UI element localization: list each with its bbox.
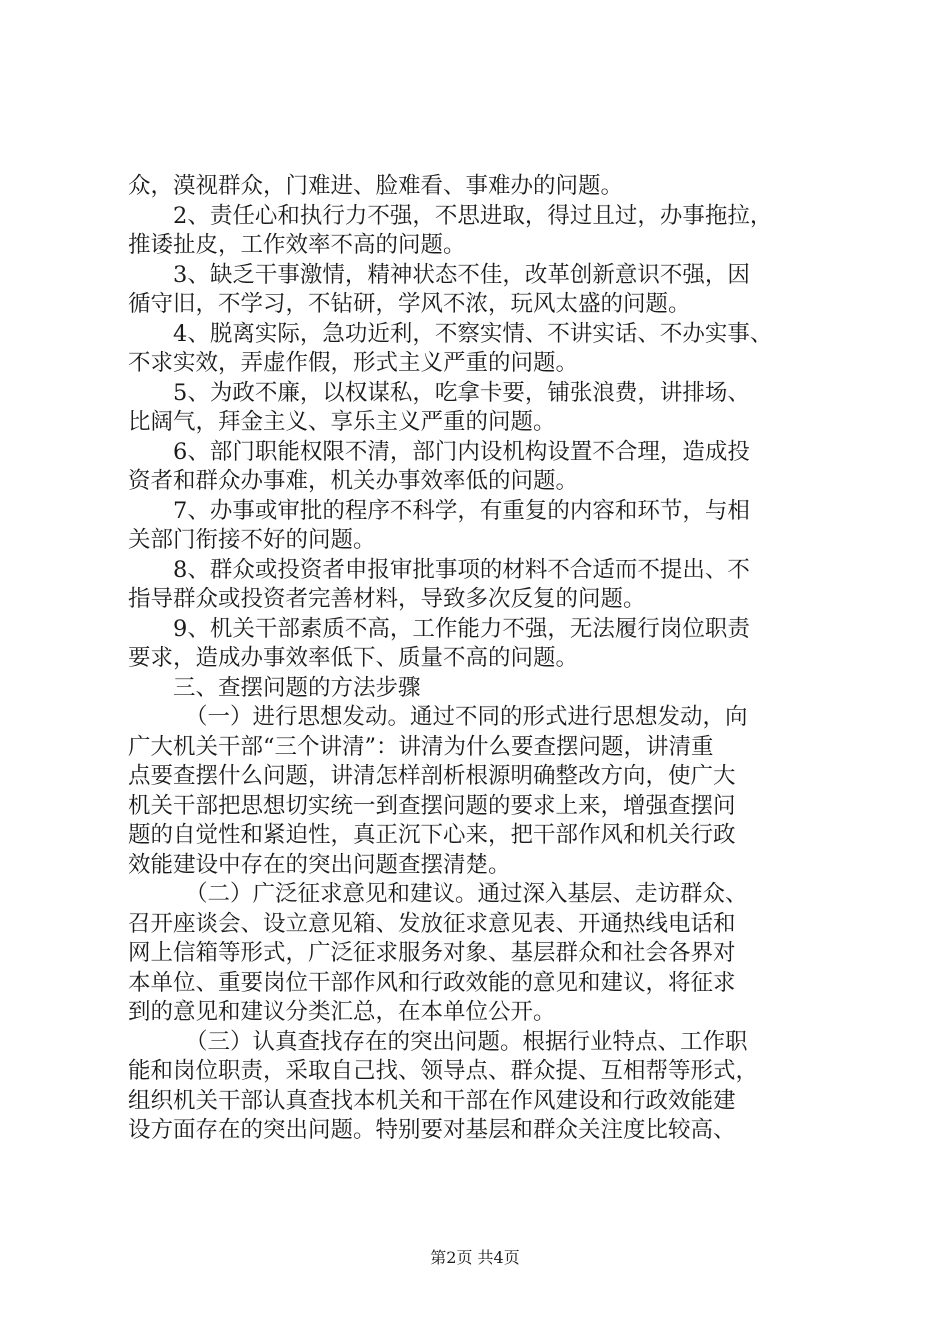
text-line: 到的意见和建议分类汇总，在本单位公开。 bbox=[128, 999, 556, 1025]
text-line: 3、缺乏干事激情，精神状态不佳，改革创新意识不强，因 bbox=[173, 261, 750, 288]
text-line: 组织机关干部认真查找本机关和干部在作风建设和行政效能建 bbox=[128, 1087, 736, 1114]
text-line: 众，漠视群众，门难进、脸难看、事难办的问题。 bbox=[128, 173, 624, 199]
text-line: 比阔气，拜金主义、享乐主义严重的问题。 bbox=[128, 409, 556, 435]
text-line: 不求实效，弄虚作假，形式主义严重的问题。 bbox=[128, 350, 579, 376]
text-line: 网上信箱等形式，广泛征求服务对象、基层群众和社会各界对 bbox=[128, 940, 736, 966]
text-line: 能和岗位职责，采取自己找、领导点、群众提、互相帮等形式， bbox=[128, 1058, 759, 1084]
document-body bbox=[128, 172, 828, 1146]
text-line: 题的自觉性和紧迫性，真正沉下心来，把干部作风和机关行政 bbox=[128, 822, 736, 848]
text-line: 2、责任心和执行力不强，不思进取，得过且过，办事拖拉， bbox=[173, 202, 773, 229]
text-line: 效能建设中存在的突出问题查摆清楚。 bbox=[128, 851, 511, 878]
text-line: （三）认真查找存在的突出问题。根据行业特点、工作职 bbox=[185, 1028, 748, 1055]
text-line: 广大机关干部“三个讲清”：讲清为什么要查摆问题，讲清重 bbox=[128, 733, 714, 760]
text-line: 机关干部把思想切实统一到查摆问题的要求上来，增强查摆问 bbox=[128, 792, 736, 819]
text-line: 5、为政不廉，以权谋私，吃拿卡要，铺张浪费，讲排场、 bbox=[173, 379, 750, 406]
text-line: 资者和群众办事难，机关办事效率低的问题。 bbox=[128, 468, 579, 494]
text-line: 指导群众或投资者完善材料，导致多次反复的问题。 bbox=[128, 586, 646, 612]
text-line: 6、部门职能权限不清，部门内设机构设置不合理，造成投 bbox=[173, 438, 750, 465]
section-heading: 三、查摆问题的方法步骤 bbox=[173, 674, 421, 701]
page-number: 第2页 共4页 bbox=[430, 1248, 520, 1267]
text-line: （一）进行思想发动。通过不同的形式进行思想发动，向 bbox=[185, 704, 748, 730]
text-line: 推诿扯皮，工作效率不高的问题。 bbox=[128, 232, 466, 258]
text-line: 7、办事或审批的程序不科学，有重复的内容和环节，与相 bbox=[173, 497, 750, 524]
text-line: 8、群众或投资者申报审批事项的材料不合适而不提出、不 bbox=[173, 556, 750, 583]
text-line: 本单位、重要岗位干部作风和行政效能的意见和建议，将征求 bbox=[128, 969, 736, 996]
text-line: 循守旧，不学习，不钻研，学风不浓，玩风太盛的问题。 bbox=[128, 291, 691, 317]
text-line: 关部门衔接不好的问题。 bbox=[128, 527, 376, 553]
text-line: 召开座谈会、设立意见箱、发放征求意见表、开通热线电话和 bbox=[128, 910, 736, 937]
text-line: （二）广泛征求意见和建议。通过深入基层、走访群众、 bbox=[185, 881, 748, 907]
text-line: 9、机关干部素质不高，工作能力不强，无法履行岗位职责 bbox=[173, 615, 750, 642]
text-line: 要求，造成办事效率低下、质量不高的问题。 bbox=[128, 645, 579, 671]
text-line: 设方面存在的突出问题。特别要对基层和群众关注度比较高、 bbox=[128, 1117, 736, 1143]
text-line: 4、脱离实际，急功近利，不察实情、不讲实话、不办实事、 bbox=[173, 320, 773, 347]
text-line: 点要查摆什么问题，讲清怎样剖析根源明确整改方向，使广大 bbox=[128, 763, 736, 789]
